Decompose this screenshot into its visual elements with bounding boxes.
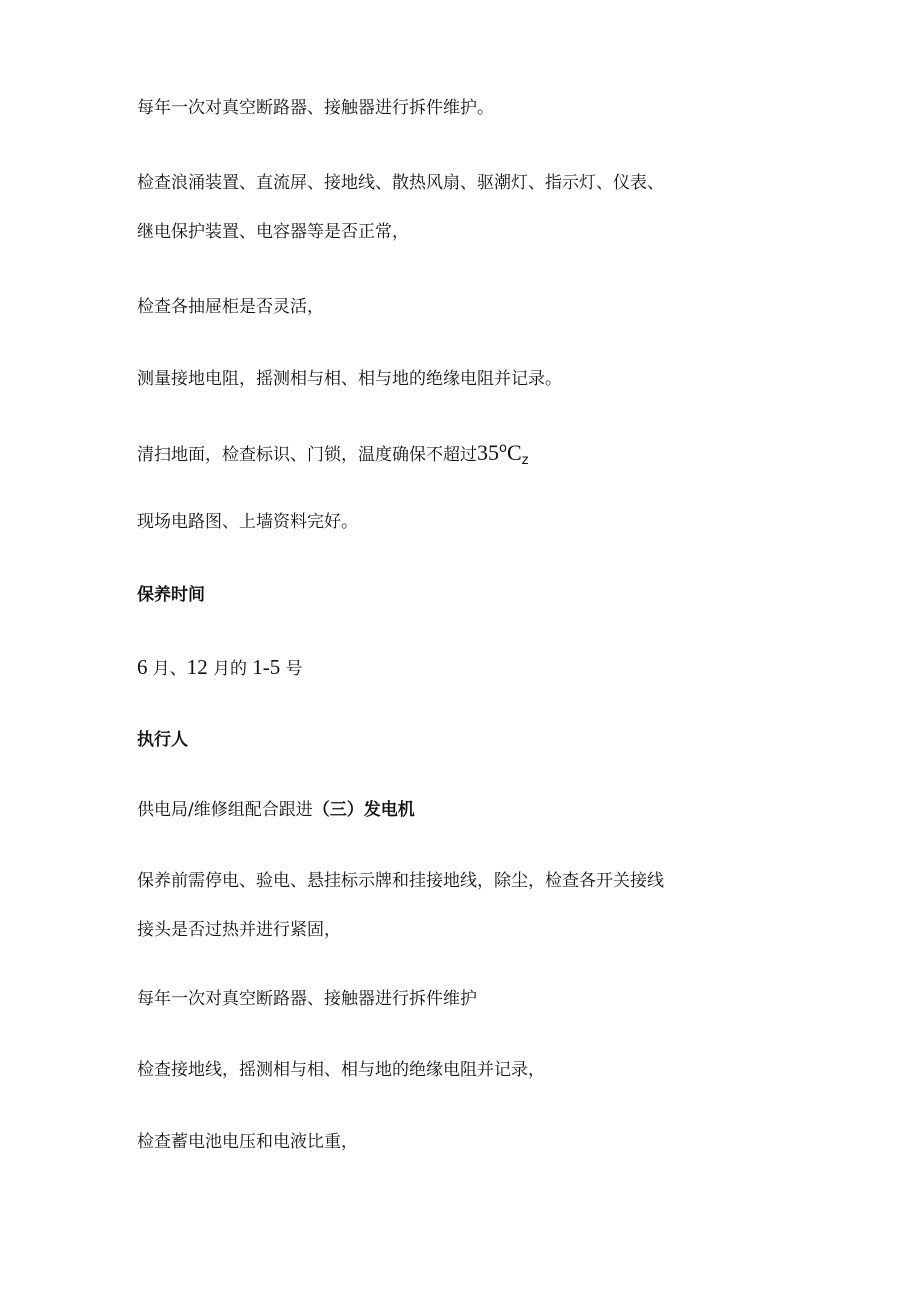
date-month-1: 6 xyxy=(137,655,148,679)
paragraph-line-temperature xyxy=(137,437,528,473)
paragraph-line: 继电保护装置、电容器等是否正常， xyxy=(137,222,409,242)
date-range: 1-5 xyxy=(252,655,281,679)
paragraph-line: 检查蓄电池电压和电液比重， xyxy=(137,1132,358,1152)
temperature-unit: C xyxy=(506,440,522,465)
maintenance-dates xyxy=(137,655,303,681)
unit-subscript: z xyxy=(521,453,529,468)
date-text-3: 号 xyxy=(285,659,303,679)
paragraph-line: 现场电路图、上墙资料完好。 xyxy=(137,512,358,532)
subsection-heading: （三）发电机 xyxy=(312,800,415,820)
paragraph-line: 接头是否过热并进行紧固， xyxy=(137,920,341,940)
section-heading: 保养时间 xyxy=(137,585,205,605)
temperature-text: 清扫地面，检查标识、门锁，温度确保不超过 xyxy=(137,445,477,465)
date-month-2: 12 xyxy=(186,655,208,679)
paragraph-line: 检查浪涌装置、直流屏、接地线、散热风扇、驱潮灯、指示灯、仪表、 xyxy=(137,173,664,193)
degree-mark: o xyxy=(499,441,507,456)
paragraph-line-responsible xyxy=(137,798,415,822)
paragraph-line: 保养前需停电、验电、悬挂标示牌和挂接地线，除尘，检查各开关接线 xyxy=(137,871,664,891)
paragraph-line: 检查各抽屉柜是否灵活， xyxy=(137,297,324,317)
paragraph-line: 测量接地电阻，摇测相与相、相与地的绝缘电阻并记录。 xyxy=(137,369,562,389)
paragraph-line: 每年一次对真空断路器、接触器进行拆件维护 xyxy=(137,989,477,1009)
temperature-value: 35 xyxy=(477,440,499,465)
responsible-text: 供电局/维修组配合跟进 xyxy=(137,800,313,820)
date-text-2: 月的 xyxy=(213,659,247,679)
section-heading: 执行人 xyxy=(137,730,188,750)
paragraph-line: 每年一次对真空断路器、接触器进行拆件维护。 xyxy=(137,98,494,118)
paragraph-line: 检查接地线，摇测相与相、相与地的绝缘电阻并记录， xyxy=(137,1060,545,1080)
date-text-1: 月、 xyxy=(152,659,187,679)
